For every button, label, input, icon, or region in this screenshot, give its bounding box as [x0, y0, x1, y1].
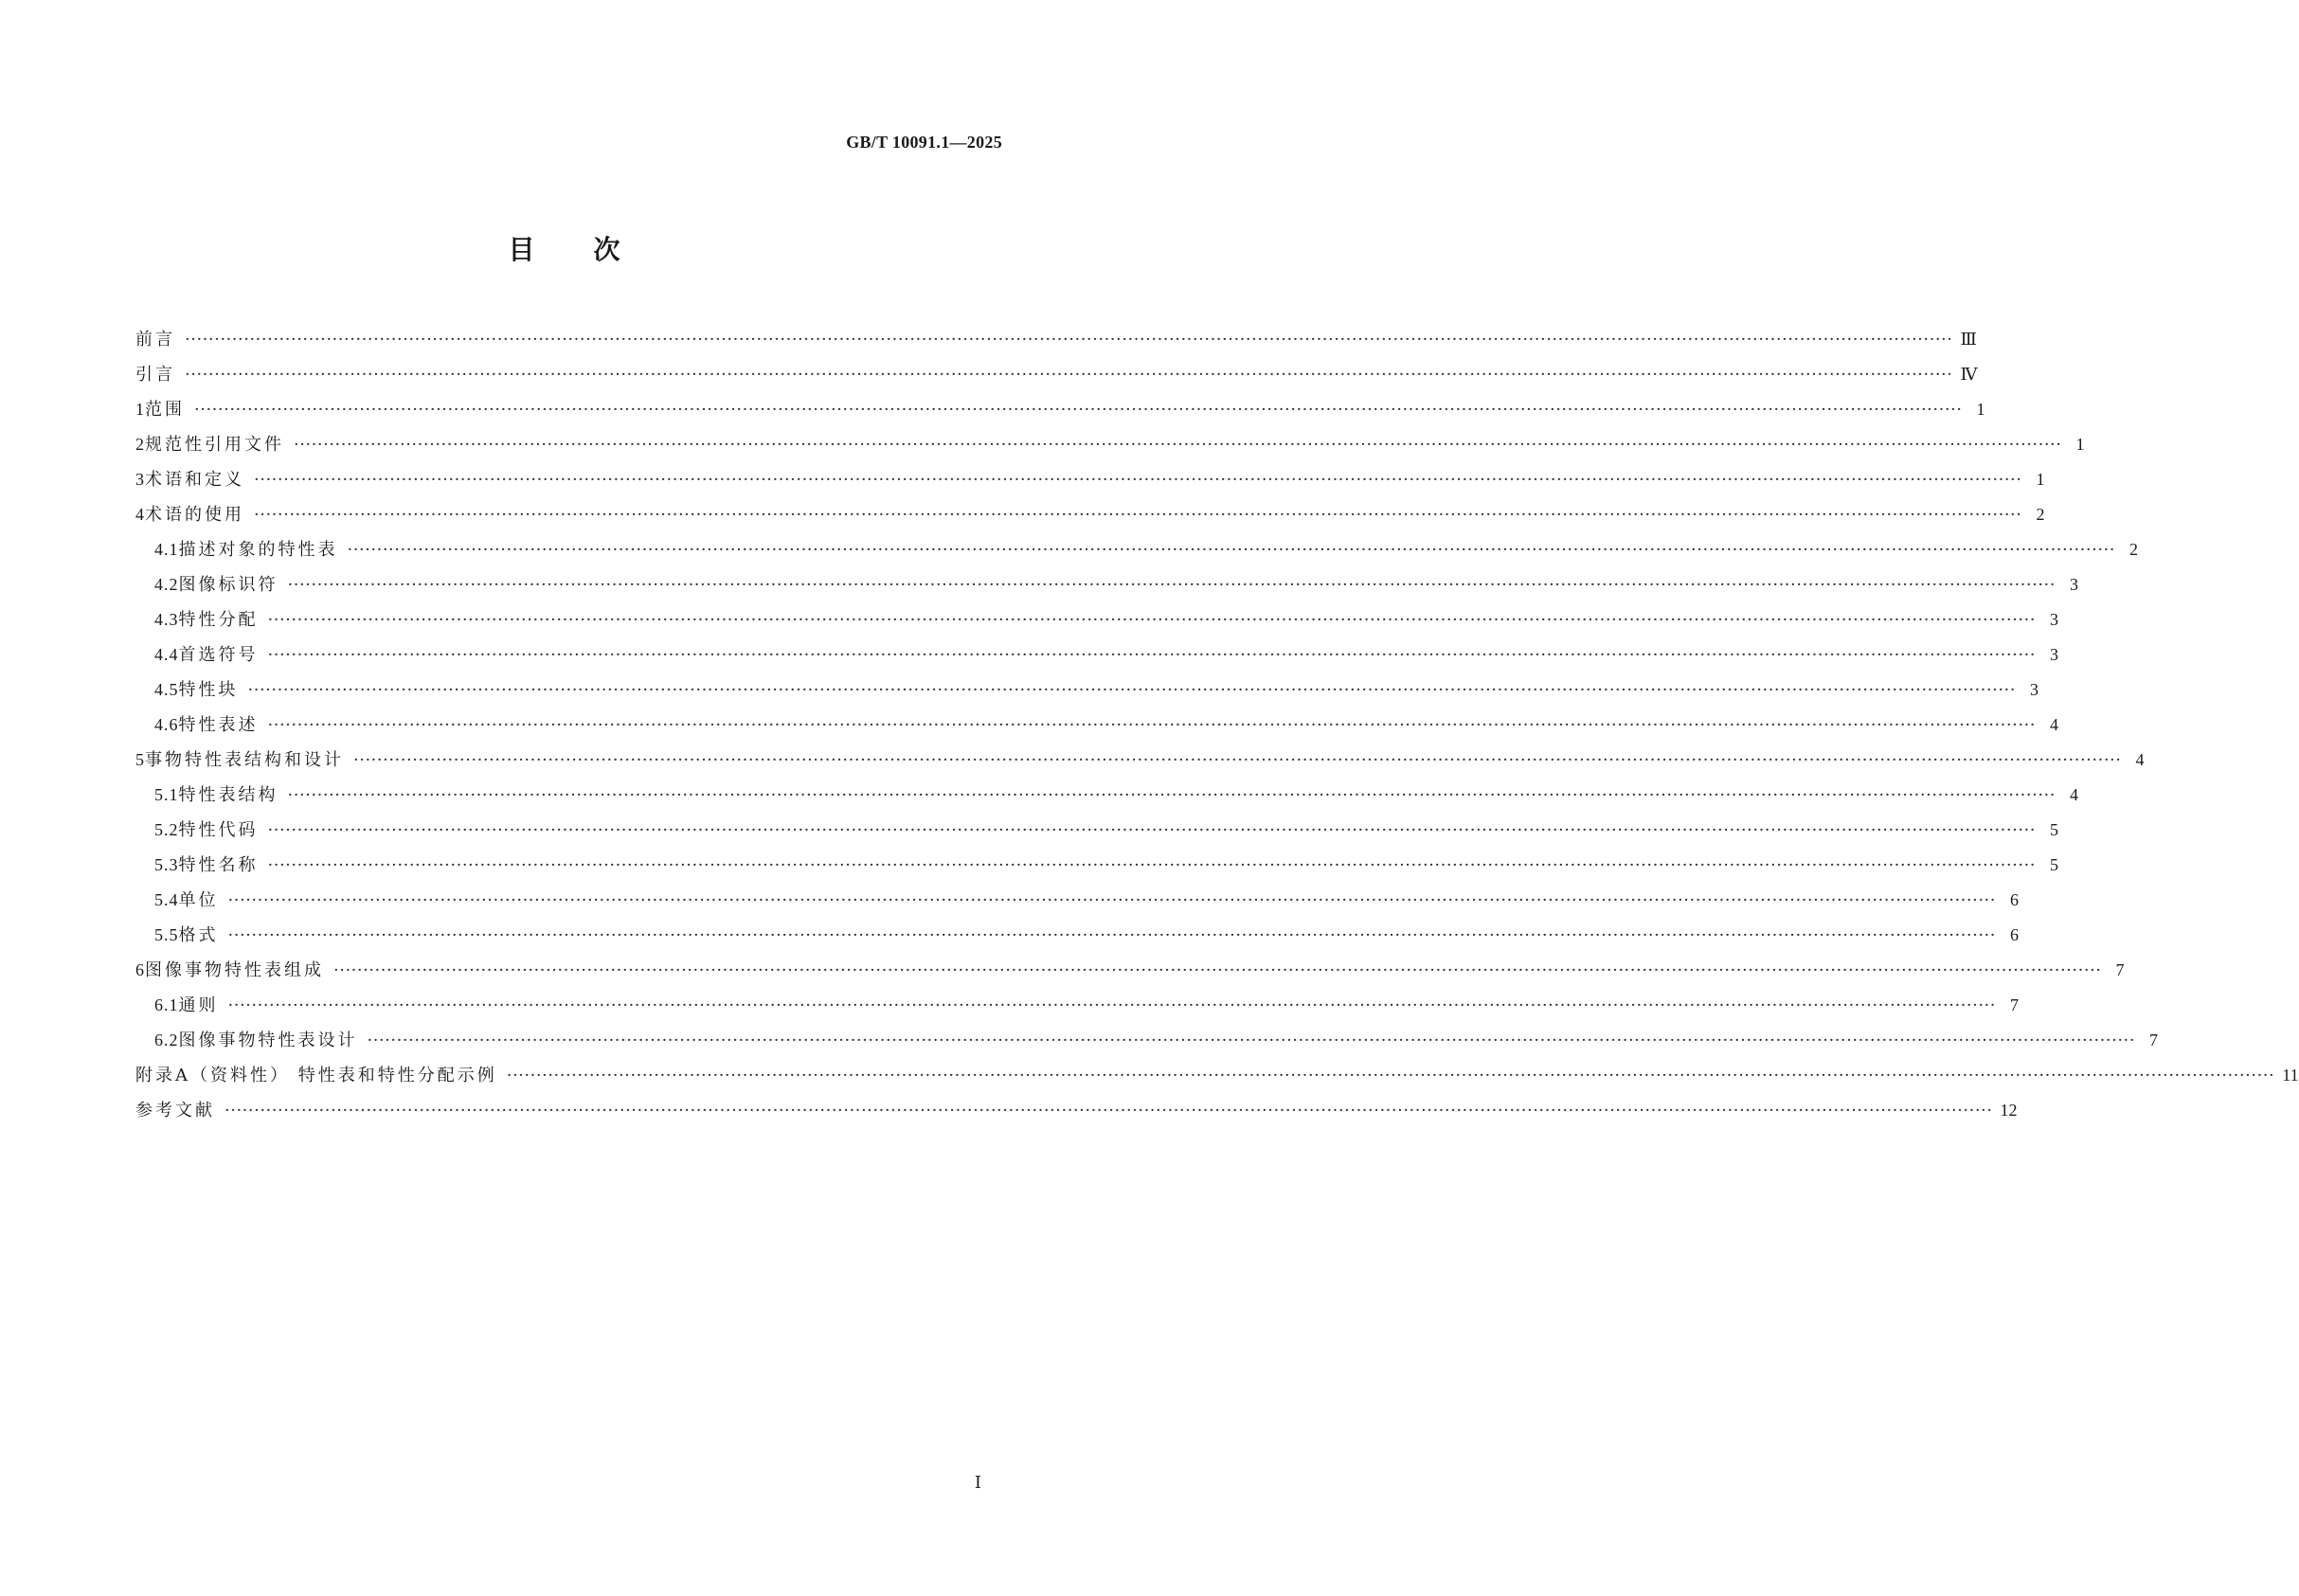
toc-entry-number: 4.6 — [154, 715, 179, 734]
toc-entry-number: 4.3 — [154, 610, 179, 629]
toc-entry-number: 5 — [135, 750, 145, 769]
toc-entry-number: 2 — [135, 435, 145, 454]
toc-entry-page: 4 — [2070, 785, 2079, 804]
toc-entry[interactable] — [135, 1093, 2018, 1128]
toc-entry-title: 前言 — [135, 330, 175, 350]
dot-leader: ············································································································································································································································································································ — [367, 1031, 2136, 1050]
toc-entry-page: 1 — [2075, 435, 2085, 454]
dot-leader: ············································································································································································································································································································ — [333, 960, 2102, 980]
toc-entry-title: 图像事物特性表设计 — [178, 1031, 358, 1050]
toc-entry-number: 4.4 — [154, 645, 179, 664]
dot-leader: ············································································································································································································································································································ — [225, 1101, 1993, 1121]
dot-leader: ············································································································································································································································································································ — [353, 750, 2122, 770]
toc-entry-page: 3 — [2050, 610, 2059, 629]
dot-leader: ············································································································································································································································································································ — [267, 610, 2037, 630]
toc-entry[interactable] — [135, 848, 2059, 883]
dot-leader: ············································································································································································································································································································ — [294, 435, 2062, 455]
toc-entry-number: 4 — [135, 505, 145, 524]
toc-entry[interactable] — [135, 462, 2045, 497]
toc-entry[interactable] — [135, 672, 2039, 708]
toc-entry-number: 4.2 — [154, 575, 179, 594]
toc-entry-title: 特性表结构 — [178, 785, 278, 805]
toc-entry-number: 5.5 — [154, 925, 179, 944]
dot-leader: ············································································································································································································································································································ — [227, 925, 1997, 945]
toc-entry-title: 附录A（资料性） 特性表和特性分配示例 — [135, 1066, 497, 1085]
toc-entry[interactable] — [135, 1023, 2159, 1058]
page-number: Ⅰ — [974, 1473, 981, 1492]
dot-leader: ············································································································································································································································································································ — [194, 400, 1963, 420]
toc-entry-title: 格式 — [178, 925, 219, 945]
toc-entry-page: Ⅳ — [1960, 365, 1978, 384]
toc-entry[interactable] — [135, 778, 2079, 813]
toc-entry-title: 图像标识符 — [178, 575, 278, 595]
toc-entry-page: 1 — [2036, 470, 2045, 489]
toc-entry[interactable] — [135, 708, 2059, 743]
toc-entry-number: 6.2 — [154, 1031, 179, 1049]
toc-entry-page: 4 — [2050, 715, 2059, 734]
toc-entry-page: 2 — [2129, 540, 2139, 559]
toc-entry-number: 5.2 — [154, 820, 179, 839]
toc-entry-number: 4.1 — [154, 540, 179, 559]
dot-leader: ············································································································································································································································································································ — [254, 470, 2022, 490]
standard-number: GB/T 10091.1—2025 — [846, 133, 1002, 152]
dot-leader: ············································································································································································································································································································ — [287, 575, 2057, 595]
toc-entry-title: 规范性引用文件 — [145, 435, 284, 455]
dot-leader: ············································································································································································································································································································ — [506, 1066, 2275, 1085]
toc-entry-page: 4 — [2135, 750, 2145, 769]
toc-entry-title: 范围 — [145, 400, 185, 420]
toc-entry-title: 引言 — [135, 365, 175, 385]
dot-leader: ············································································································································································································································································································ — [267, 645, 2037, 665]
dot-leader: ············································································································································································································································································································ — [267, 820, 2037, 840]
toc-entry-page: 5 — [2050, 820, 2059, 839]
toc-entry-page: 7 — [2115, 960, 2125, 979]
toc-entry[interactable] — [135, 883, 2020, 918]
toc-entry-number: 1 — [135, 400, 145, 419]
toc-entry-title: 单位 — [178, 890, 219, 910]
toc-entry-page: 6 — [2010, 890, 2020, 909]
toc-entry-page: 5 — [2050, 855, 2059, 874]
dot-leader: ············································································································································································································································································································ — [287, 785, 2057, 805]
toc-entry-page: 3 — [2070, 575, 2079, 594]
toc-entry-page: Ⅲ — [1960, 330, 1977, 349]
toc-entry-page: 7 — [2010, 995, 2020, 1014]
toc-entry-title: 通则 — [178, 995, 219, 1015]
toc-entry[interactable] — [135, 813, 2059, 848]
toc-entry[interactable] — [135, 427, 2085, 462]
toc-entry[interactable] — [135, 953, 2125, 988]
toc-entry-page: 3 — [2050, 645, 2059, 664]
toc-entry-title: 术语的使用 — [145, 505, 244, 525]
dot-leader: ············································································································································································································································································································ — [254, 505, 2022, 525]
toc-entry-page: 2 — [2036, 505, 2045, 524]
toc-entry[interactable] — [135, 602, 2059, 637]
toc-entry-number: 5.4 — [154, 890, 179, 909]
toc-entry-page: 1 — [1976, 400, 1985, 419]
toc-entry[interactable] — [135, 357, 1978, 392]
table-of-contents — [135, 322, 2299, 1128]
toc-entry-number: 4.5 — [154, 680, 179, 699]
toc-entry-page: 12 — [2000, 1101, 2018, 1120]
dot-leader: ············································································································································································································································································································ — [185, 330, 1953, 350]
toc-entry-title: 特性表述 — [178, 715, 259, 735]
toc-entry[interactable] — [135, 532, 2139, 567]
toc-entry-page: 6 — [2010, 925, 2020, 944]
toc-entry-number: 5.3 — [154, 855, 179, 874]
toc-entry[interactable] — [135, 497, 2045, 532]
toc-entry-number: 3 — [135, 470, 145, 489]
toc-entry-title: 特性块 — [178, 680, 239, 700]
toc-entry[interactable] — [135, 918, 2020, 953]
dot-leader: ············································································································································································································································································································ — [267, 855, 2037, 875]
dot-leader: ············································································································································································································································································································ — [185, 365, 1953, 385]
toc-entry-number: 5.1 — [154, 785, 179, 804]
toc-entry-title: 事物特性表结构和设计 — [145, 750, 344, 770]
toc-entry[interactable] — [135, 743, 2145, 778]
dot-leader: ············································································································································································································································································································ — [347, 540, 2116, 560]
toc-entry-title: 特性名称 — [178, 855, 259, 875]
toc-entry-page: 7 — [2149, 1031, 2159, 1049]
toc-entry-number: 6.1 — [154, 995, 179, 1014]
dot-leader: ············································································································································································································································································································ — [227, 890, 1997, 910]
toc-entry[interactable] — [135, 637, 2059, 672]
toc-entry[interactable] — [135, 988, 2020, 1023]
toc-entry-title: 图像事物特性表组成 — [145, 960, 324, 980]
toc-entry-title: 术语和定义 — [145, 470, 244, 490]
dot-leader: ············································································································································································································································································································ — [247, 680, 2017, 700]
toc-entry[interactable] — [135, 1058, 2299, 1093]
toc-entry-title: 特性代码 — [178, 820, 259, 840]
toc-entry[interactable] — [135, 322, 1977, 357]
toc-entry-page: 3 — [2030, 680, 2039, 699]
dot-leader: ············································································································································································································································································································ — [227, 995, 1997, 1015]
page-title: 目次 — [508, 234, 679, 265]
toc-entry-title: 首选符号 — [178, 645, 259, 665]
toc-entry-number: 6 — [135, 960, 145, 979]
toc-entry-title: 特性分配 — [178, 610, 259, 630]
toc-entry[interactable] — [135, 567, 2079, 602]
toc-entry[interactable] — [135, 392, 1985, 427]
toc-entry-title: 参考文献 — [135, 1101, 215, 1121]
toc-entry-title: 描述对象的特性表 — [178, 540, 338, 560]
dot-leader: ············································································································································································································································································································ — [267, 715, 2037, 735]
toc-entry-page: 11 — [2282, 1066, 2299, 1085]
